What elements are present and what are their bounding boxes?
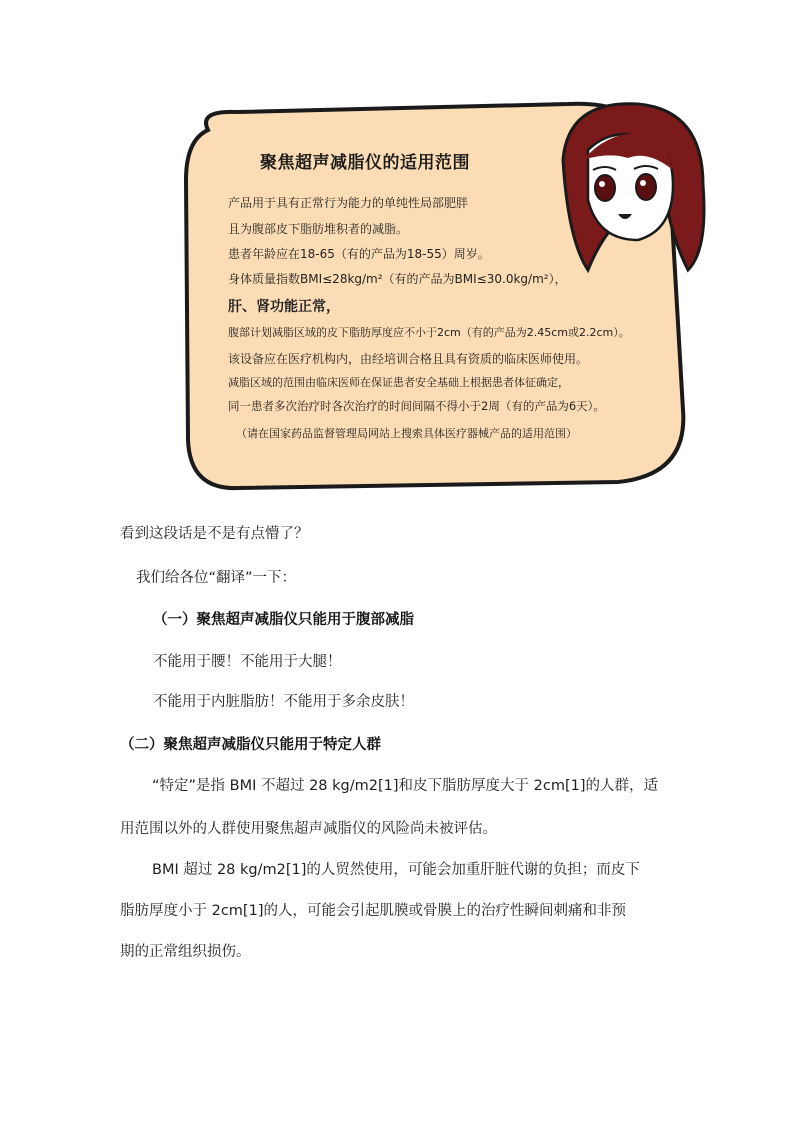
paragraph: 用范围以外的人群使用聚焦超声减脂仪的风险尚未被评估。 xyxy=(120,821,497,837)
intro-line-2: 我们给各位“翻译”一下： xyxy=(136,570,297,586)
card-line: 身体质量指数BMI≤28kg/m²（有的产品为BMI≤30.0kg/m²）， xyxy=(228,272,567,286)
paragraph: 不能用于内脏脂肪！不能用于多余皮肤！ xyxy=(153,694,414,710)
section-heading-2: （二）聚焦超声减脂仪只能用于特定人群 xyxy=(120,737,381,753)
paragraph: 不能用于腰！不能用于大腿！ xyxy=(153,654,342,670)
card-line: 该设备应在医疗机构内，由经培训合格且具有资质的临床医师使用。 xyxy=(228,352,589,366)
paragraph: 期的正常组织损伤。 xyxy=(120,944,251,960)
paragraph: BMI 超过 28 kg/m2[1]的人贸然使用，可能会加重肝脏代谢的负担；而皮下 xyxy=(152,862,640,878)
intro-line-1: 看到这段话是不是有点懵了？ xyxy=(120,526,309,542)
section-heading-1: （一）聚焦超声减脂仪只能用于腹部减脂 xyxy=(153,612,414,628)
card-line: 患者年龄应在18-65（有的产品为18-55）周岁。 xyxy=(228,247,490,261)
card-line: 减脂区域的范围由临床医师在保证患者安全基础上根据患者体征确定， xyxy=(228,376,569,389)
scope-illustration xyxy=(168,90,708,502)
card-title: 聚焦超声减脂仪的适用范围 xyxy=(260,153,470,173)
card-line: （请在国家药品监督管理局网站上搜索具体医疗器械产品的适用范围） xyxy=(236,427,577,440)
card-line: 且为腹部皮下脂肪堆积者的减脂。 xyxy=(228,222,409,236)
card-line: 产品用于具有正常行为能力的单纯性局部肥胖 xyxy=(228,196,469,210)
card-line: 肝、肾功能正常， xyxy=(228,299,340,315)
card-line: 腹部计划减脂区域的皮下脂肪厚度应不小于2cm（有的产品为2.45cm或2.2cm）。 xyxy=(228,326,630,339)
card-line: 同一患者多次治疗时各次治疗的时间间隔不得小于2周（有的产品为6天）。 xyxy=(228,399,605,413)
paragraph: 脂肪厚度小于 2cm[1]的人，可能会引起肌膜或骨膜上的治疗性瞬间刺痛和非预 xyxy=(120,903,626,919)
paragraph: “特定”是指 BMI 不超过 28 kg/m2[1]和皮下脂肪厚度大于 2cm[1]的人群，适 xyxy=(152,778,658,794)
